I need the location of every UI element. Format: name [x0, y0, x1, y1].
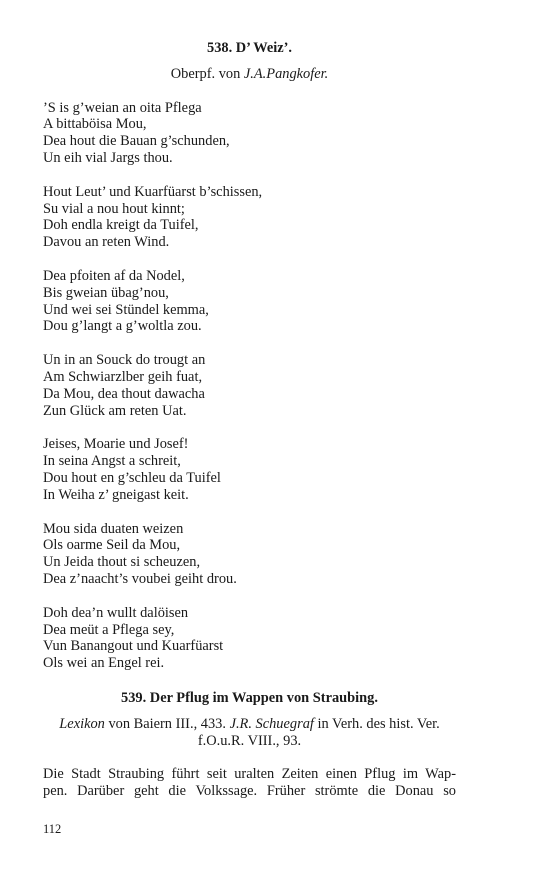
poem-line: Dou hout en g’schleu da Tuifel — [43, 469, 221, 486]
poem-line: Da Mou, dea thout dawacha — [43, 385, 205, 402]
poem-line: Jeises, Moarie und Josef! — [43, 436, 189, 453]
poem-line: Doh endla kreigt da Tuifel, — [43, 217, 199, 234]
poem-line: Un Jeida thout si scheuzen, — [43, 554, 201, 571]
poem-line: Dea meüt a Pflega sey, — [43, 621, 175, 638]
poem-line: Doh dea’n wullt dalöisen — [43, 604, 189, 621]
poem-line: Davou an reten Wind. — [43, 234, 170, 251]
source-part-2: in Verh. des hist. Ver. — [313, 715, 440, 732]
poem-line: Zun Glück am reten Uat. — [43, 402, 187, 419]
source-author-2: J.R. Schuegraf — [229, 715, 314, 732]
stanza — [43, 268, 456, 335]
poem — [43, 100, 456, 672]
poem-line: Un eih vial Jargs thou. — [43, 149, 173, 166]
source-author: J.A.Pangkofer. — [243, 65, 329, 82]
prose-paragraph — [43, 766, 456, 800]
page-content — [43, 40, 456, 800]
source-part-1: von Baiern III., 433. — [104, 715, 230, 732]
stanza — [43, 436, 456, 503]
poem-line: A bittaböisa Mou, — [43, 116, 147, 133]
poem-line: Ols wei an Engel rei. — [43, 655, 165, 672]
poem-line: Un in an Souck do trougt an — [43, 352, 206, 369]
poem-line: Dea z’naacht’s voubei geiht drou. — [43, 570, 237, 587]
stanza — [43, 352, 456, 419]
poem-line: In seina Angst a schreit, — [43, 453, 181, 470]
poem-line: Dou g’langt a g’woltla zou. — [43, 318, 202, 335]
poem-line: Bis gweian übag’nou, — [43, 284, 169, 301]
poem-line: Su vial a nou hout kinnt; — [43, 200, 185, 217]
prose-line: Die Stadt Straubing führt seit uralten Zeiten einen Pflug im Wap- — [43, 766, 456, 783]
stanza — [43, 605, 456, 672]
poem-line: In Weiha z’ gneigast keit. — [43, 486, 189, 503]
poem-line: Am Schwiarzlber geih fuat, — [43, 368, 203, 385]
poem-line: Vun Banangout und Kuarfüarst — [43, 638, 224, 655]
section-source — [43, 66, 456, 83]
section-title-2: 539. Der Pflug im Wappen von Straubing. — [121, 689, 378, 706]
poem-line: Dea pfoiten af da Nodel, — [43, 267, 185, 284]
section-title: 538. D’ Weiz’. — [207, 40, 292, 56]
source-line-2: f.O.u.R. VIII., 93. — [197, 732, 302, 749]
source-lexikon: Lexikon — [59, 715, 105, 732]
prose-line: pen. Darüber geht die Volkssage. Früher strömte die Donau so — [43, 783, 456, 800]
poem-line: Dea hout die Bauan g’schunden, — [43, 133, 230, 150]
source-text: Oberpf. von — [170, 65, 244, 82]
source-line-1 — [43, 716, 456, 733]
stanza — [43, 184, 456, 251]
page-number: 112 — [43, 822, 62, 836]
section-source-2 — [43, 716, 456, 750]
poem-line: Und wei sei Stündel kemma, — [43, 301, 209, 318]
poem-line: Ols oarme Seil da Mou, — [43, 537, 181, 554]
stanza — [43, 100, 456, 167]
stanza — [43, 521, 456, 588]
poem-line: Mou sida duaten weizen — [43, 520, 184, 537]
poem-line: Hout Leut’ und Kuarfüarst b’schissen, — [43, 183, 263, 200]
poem-line: ’S is g’weian an oita Pflega — [43, 99, 202, 116]
